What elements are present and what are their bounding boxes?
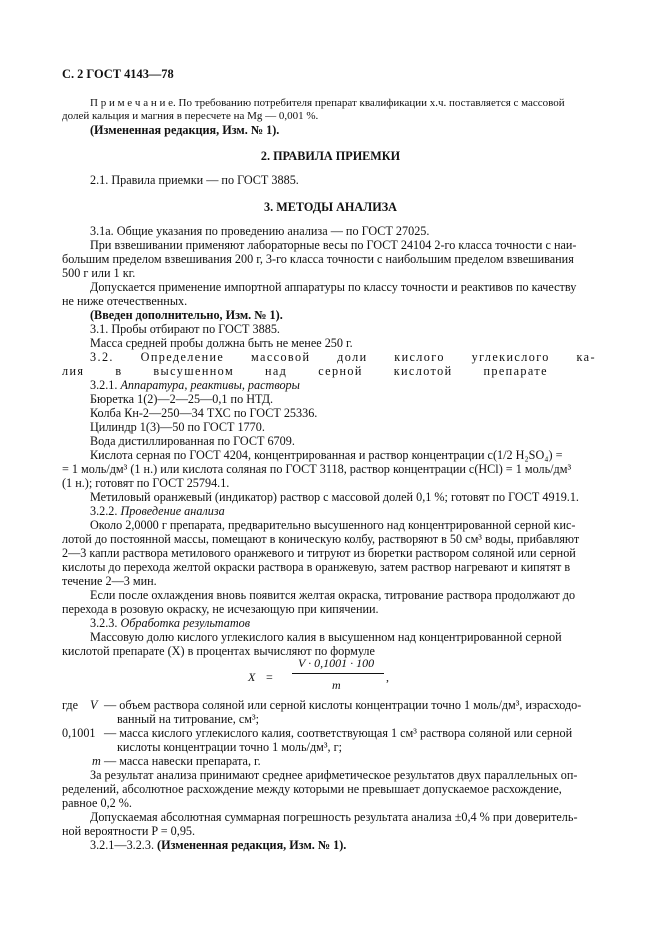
subsection-3-2-2	[90, 504, 225, 518]
import-line-1: Допускается применение импортной аппаратуры по классу точности и реактивов по качеству	[90, 280, 577, 294]
final-ref: 3.2.1—3.2.3.	[90, 838, 158, 852]
para-3-1a: 3.1а. Общие указания по проведению анализа — по ГОСТ 27025.	[90, 224, 430, 238]
weigh-line-2: большим пределом взвешивания 200 г, 3-го класса точности с наибольшим пределом взвешивания	[62, 252, 574, 266]
word: серной	[318, 364, 363, 378]
subsection-number: 3.2.2.	[90, 504, 121, 518]
para-3-2-line-2	[62, 364, 548, 378]
para-3-2-line-1	[90, 350, 596, 364]
final-edition-note	[90, 838, 346, 852]
note-edition: (Измененная редакция, Изм. № 1).	[90, 123, 280, 137]
result-line-1: За результат анализа принимают среднее арифметическое результатов двух параллельных оп-	[90, 768, 578, 782]
procedure-line-5: течение 2—3 мин.	[62, 574, 157, 588]
legend-k-symbol: 0,1001	[62, 726, 96, 740]
final-edition: (Измененная редакция, Изм. № 1).	[157, 838, 347, 852]
section-2-title: 2. ПРАВИЛА ПРИЕМКИ	[260, 149, 401, 163]
calc-line-2: кислотой препарате (X) в процентах вычисляют по формуле	[62, 644, 375, 658]
acid-line-1: Кислота серная по ГОСТ 4204, концентрированная и раствор концентрации c(1/2 H₂SO₄) =	[90, 448, 563, 462]
word: лия	[62, 364, 85, 378]
note-line-1: П р и м е ч а н и е. По требованию потребителя препарат квалификации х.ч. поставляется с массовой	[90, 97, 565, 109]
cooling-line-2: перехода в розовую окраску, не исчезающую при кипячении.	[62, 602, 379, 616]
formula-comma: ,	[386, 670, 389, 684]
word: доли	[337, 350, 368, 364]
subsection-title: Обработка результатов	[120, 616, 251, 630]
acid-line-3: (1 н.); готовят по ГОСТ 25794.1.	[62, 476, 230, 490]
error-line-1: Допускаемая абсолютная суммарная погрешность результата анализа ±0,4 % при доверитель-	[90, 810, 578, 824]
legend-V-symbol: V	[90, 698, 98, 712]
word: Определение	[140, 350, 225, 364]
formula-denominator: m	[332, 678, 341, 692]
note-line-2: долей кальция и магния в пересчете на Mg — 0,001 %.	[62, 110, 319, 122]
page-header: С. 2 ГОСТ 4143—78	[62, 67, 174, 81]
result-line-3: равное 0,2 %.	[62, 796, 132, 810]
word: 3.2.	[90, 350, 114, 364]
legend-V-line-1: — объем раствора соляной или серной кислоты концентрации точно 1 моль/дм³, израсходо-	[104, 698, 582, 712]
formula-numerator: V · 0,1001 · 100	[298, 656, 375, 670]
flask: Колба Кн-2—250—34 ТХС по ГОСТ 25336.	[90, 406, 318, 420]
water: Вода дистиллированная по ГОСТ 6709.	[90, 434, 295, 448]
procedure-line-1: Около 2,0000 г препарата, предварительно высушенного над концентрированной серной кис-	[90, 518, 576, 532]
legend-V-line-2: ванный на титрование, см³;	[117, 712, 260, 726]
procedure-line-3: 2—3 капли раствора метилового оранжевого и титруют из бюретки раствором соляной или серной	[62, 546, 576, 560]
legend-m-symbol: m	[92, 754, 101, 768]
word: препарате	[483, 364, 548, 378]
section-2-para: 2.1. Правила приемки — по ГОСТ 3885.	[90, 173, 299, 187]
sample-mass: Масса средней пробы должна быть не менее 250 г.	[90, 336, 353, 350]
result-line-2: ределений, абсолютное расхождение между которыми не превышает допускаемое расхождение,	[62, 782, 562, 796]
word: массовой	[250, 350, 311, 364]
cooling-line-1: Если после охлаждения вновь появится желтая окраска, титрование раствора продолжают до	[90, 588, 576, 602]
subsection-title: Аппаратура, реактивы, растворы	[120, 378, 300, 392]
word: ка-	[576, 350, 596, 364]
legend-k-line-2: кислоты концентрации точно 1 моль/дм³, г;	[117, 740, 342, 754]
subsection-title: Проведение анализа	[120, 504, 225, 518]
para-3-1: 3.1. Пробы отбирают по ГОСТ 3885.	[90, 322, 280, 336]
formula-equals: =	[266, 670, 273, 684]
word: кислотой	[393, 364, 453, 378]
legend-m-line-1: — масса навески препарата, г.	[104, 754, 261, 768]
subsection-3-2-1	[90, 378, 300, 392]
subsection-number: 3.2.3.	[90, 616, 121, 630]
import-line-2: не ниже отечественных.	[62, 294, 188, 308]
weigh-line-3: 500 г или 1 кг.	[62, 266, 136, 280]
procedure-line-2: лотой до постоянной массы, помещают в коническую колбу, растворяют в 50 см³ воды, прибавляют	[62, 532, 580, 546]
word: высушенном	[153, 364, 235, 378]
fraction-bar	[292, 673, 384, 674]
subsection-number: 3.2.1.	[90, 378, 121, 392]
subsection-3-2-3	[90, 616, 250, 630]
weigh-line-1: При взвешивании применяют лабораторные весы по ГОСТ 24104 2-го класса точности с наи-	[90, 238, 577, 252]
cylinder: Цилиндр 1(3)—50 по ГОСТ 1770.	[90, 420, 265, 434]
legend-k-line-1: — масса кислого углекислого калия, соответствующая 1 см³ раствора соляной или серной	[104, 726, 573, 740]
section-3-title: 3. МЕТОДЫ АНАЛИЗА	[264, 200, 397, 214]
introduced-note: (Введен дополнительно, Изм. № 1).	[90, 308, 283, 322]
legend-where: где	[62, 698, 79, 712]
word: углекислого	[471, 350, 550, 364]
word: кислого	[394, 350, 445, 364]
word: в	[115, 364, 123, 378]
word: над	[264, 364, 288, 378]
formula-lhs: X	[248, 670, 256, 684]
procedure-line-4: кислоты до перехода желтой окраски раствора в оранжевую, затем раствор нагревают и кипятят в	[62, 560, 571, 574]
formula	[248, 656, 388, 696]
error-line-2: ной вероятности P = 0,95.	[62, 824, 196, 838]
burette: Бюретка 1(2)—2—25—0,1 по НТД.	[90, 392, 274, 406]
acid-line-2: = 1 моль/дм³ (1 н.) или кислота соляная по ГОСТ 3118, раствор концентрации c(HCl) = 1 моль/дм³	[62, 462, 572, 476]
indicator: Метиловый оранжевый (индикатор) раствор с массовой долей 0,1 %; готовят по ГОСТ 4919.1.	[90, 490, 579, 504]
calc-line-1: Массовую долю кислого углекислого калия в высушенном над концентрированной серной	[90, 630, 562, 644]
